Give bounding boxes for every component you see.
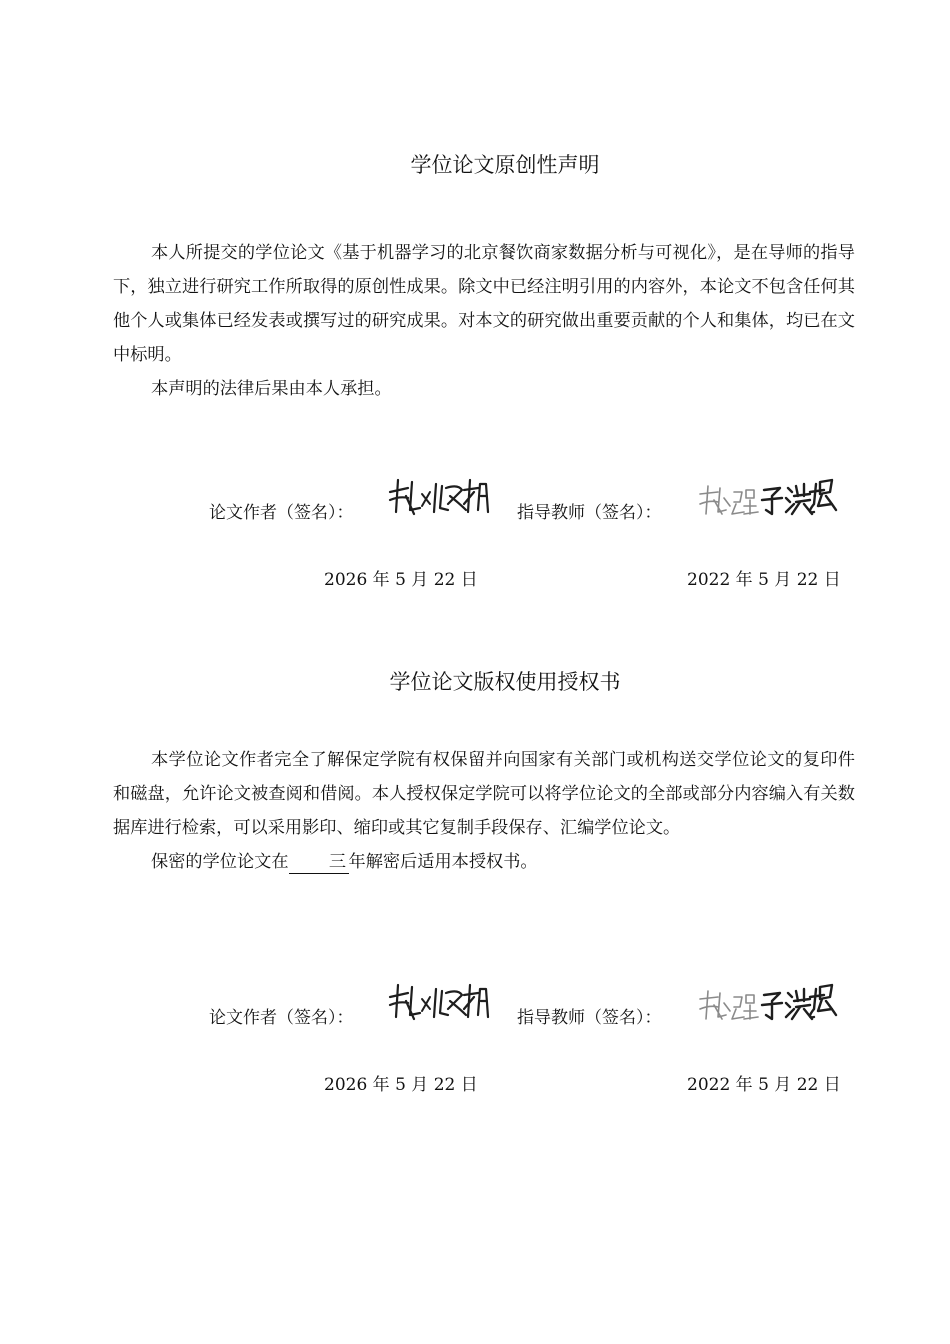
declaration-author-date: 2026 年 5 月 22 日 [324, 570, 478, 590]
authorization-advisor-label: 指导教师（签名）： [517, 1008, 662, 1028]
authorization-author-date: 2026 年 5 月 22 日 [324, 1075, 478, 1095]
declaration-title: 学位论文原创性声明 [410, 153, 600, 177]
authorization-paragraph-2-prefix: 保密的学位论文在 [151, 852, 289, 872]
authorization-author-signature [386, 979, 494, 1023]
authorization-author-label: 论文作者（签名）： [209, 1008, 354, 1028]
declaration-advisor-label: 指导教师（签名）： [517, 503, 662, 523]
authorization-paragraph-1: 本学位论文作者完全了解保定学院有权保留并向国家有关部门或机构送交学位论文的复印件和磁盘，允许论文被查阅和借阅。本人授权保定学院可以将学位论文的全部或部分内容编入有关数据库进行检索，可以采用影印、缩印或其它复制手段保存、汇编学位论文。 [113, 750, 855, 838]
declaration-advisor-date: 2022 年 5 月 22 日 [687, 570, 841, 590]
declaration-paragraph-2: 本声明的法律后果由本人承担。 [151, 379, 392, 399]
declaration-body [113, 236, 855, 406]
authorization-title: 学位论文版权使用授权书 [389, 670, 621, 694]
declaration-author-signature [386, 474, 494, 518]
authorization-advisor-signature [696, 979, 838, 1025]
authorization-advisor-date: 2022 年 5 月 22 日 [687, 1075, 841, 1095]
authorization-body [113, 743, 855, 879]
authorization-paragraph-2-suffix: 年解密后适用本授权书。 [348, 852, 538, 872]
declaration-author-label: 论文作者（签名）： [209, 503, 354, 523]
authorization-paragraph-2 [113, 845, 855, 879]
confidential-years-blank: 三 [289, 851, 349, 874]
declaration-advisor-signature [696, 474, 838, 520]
declaration-paragraph-1: 本人所提交的学位论文《基于机器学习的北京餐饮商家数据分析与可视化》，是在导师的指导下，独立进行研究工作所取得的原创性成果。除文中已经注明引用的内容外，本论文不包含任何其他个人或集体已经发表或撰写过的研究成果。对本文的研究做出重要贡献的个人和集体，均已在文中标明。 [113, 243, 855, 365]
